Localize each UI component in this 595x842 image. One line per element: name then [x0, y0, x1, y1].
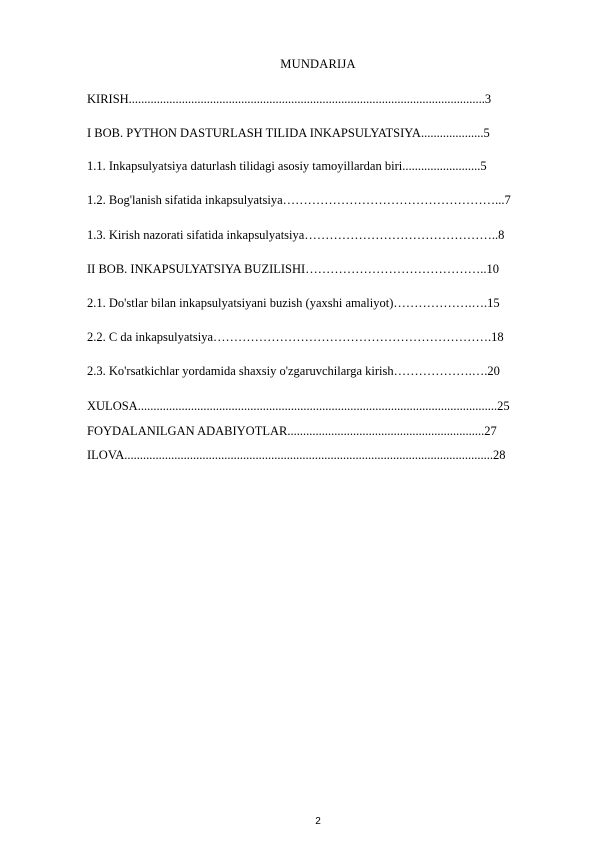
toc-entry-text: ILOVA	[87, 448, 125, 462]
toc-entry-page: 5	[483, 126, 490, 140]
toc-entry-text: 2.1. Do'stlar bilan inkapsulyatsiyani buzish (yaxshi amaliyot)	[87, 296, 394, 310]
toc-entry-page: 27	[484, 424, 497, 438]
toc-entry-text: 1.3. Kirish nazorati sifatida inkapsulyatsiya	[87, 228, 305, 242]
toc-entry-leader: ..................................................................................................................	[128, 92, 485, 106]
toc-entry-text: 1.2. Bog'lanish sifatida inkapsulyatsiya	[87, 193, 283, 207]
toc-entry-leader: ………………………………………..	[304, 228, 499, 242]
toc-entry-text: 1.1. Inkapsulyatsiya daturlash tilidagi asosiy tamoyillardan biri	[87, 159, 403, 173]
toc-entry-leader: ...................................................................................................................	[137, 399, 498, 413]
toc-entry-leader: ………………………………………………………….	[213, 330, 492, 344]
toc-entry-page: 15	[487, 296, 500, 310]
toc-entry-page: 3	[484, 92, 492, 106]
toc-entry	[87, 91, 491, 107]
toc-entry-text: I BOB. PYTHON DASTURLASH TILIDA INKAPSULYATSIYA	[87, 126, 421, 140]
toc-entry-leader: ……………………………………………...	[282, 193, 505, 207]
toc-entry-text: XULOSA	[87, 399, 138, 413]
toc-entry	[87, 363, 500, 379]
toc-entry-leader: ......................................................................................................................	[124, 448, 494, 462]
toc-entry-leader: ...............................................................	[287, 424, 485, 438]
toc-entry-page: 18	[491, 330, 504, 344]
toc-entry-text: 2.3. Ko'rsatkichlar yordamida shaxsiy o'zgaruvchilarga kirish	[87, 364, 394, 378]
toc-title: MUNDARIJA	[280, 57, 356, 71]
page-number: 2	[315, 816, 321, 827]
toc-entry-leader: ……………….….	[393, 296, 488, 310]
toc-entry-page: 25	[497, 399, 510, 413]
toc-entry-leader: .........................	[402, 159, 481, 173]
toc-entry-page: 7	[504, 193, 511, 207]
toc-entry	[87, 125, 490, 141]
toc-entry	[87, 447, 506, 463]
toc-entry-page: 28	[493, 448, 506, 462]
toc-entry-text: FOYDALANILGAN ADABIYOTLAR	[87, 424, 288, 438]
toc-entry-page: 5	[480, 159, 487, 173]
toc-entry	[87, 398, 510, 414]
toc-entry	[87, 423, 497, 439]
toc-entry-leader: ……………………………………..	[305, 262, 487, 276]
toc-entry-leader: ……………….….	[393, 364, 488, 378]
toc-entry	[87, 261, 499, 277]
toc-entry-page: 20	[487, 364, 500, 378]
toc-entry-page: 10	[486, 262, 499, 276]
toc-entry-text: KIRISH	[87, 92, 129, 106]
toc-entry	[87, 192, 511, 208]
toc-entry	[87, 158, 487, 174]
toc-entry	[87, 295, 500, 311]
toc-entry-text: 2.2. C da inkapsulyatsiya	[87, 330, 214, 344]
toc-entry	[87, 227, 504, 243]
toc-entry-page: 8	[498, 228, 505, 242]
toc-entry	[87, 329, 504, 345]
toc-entry-text: II BOB. INKAPSULYATSIYA BUZILISHI	[87, 262, 306, 276]
toc-entry-leader: ....................	[420, 126, 484, 140]
